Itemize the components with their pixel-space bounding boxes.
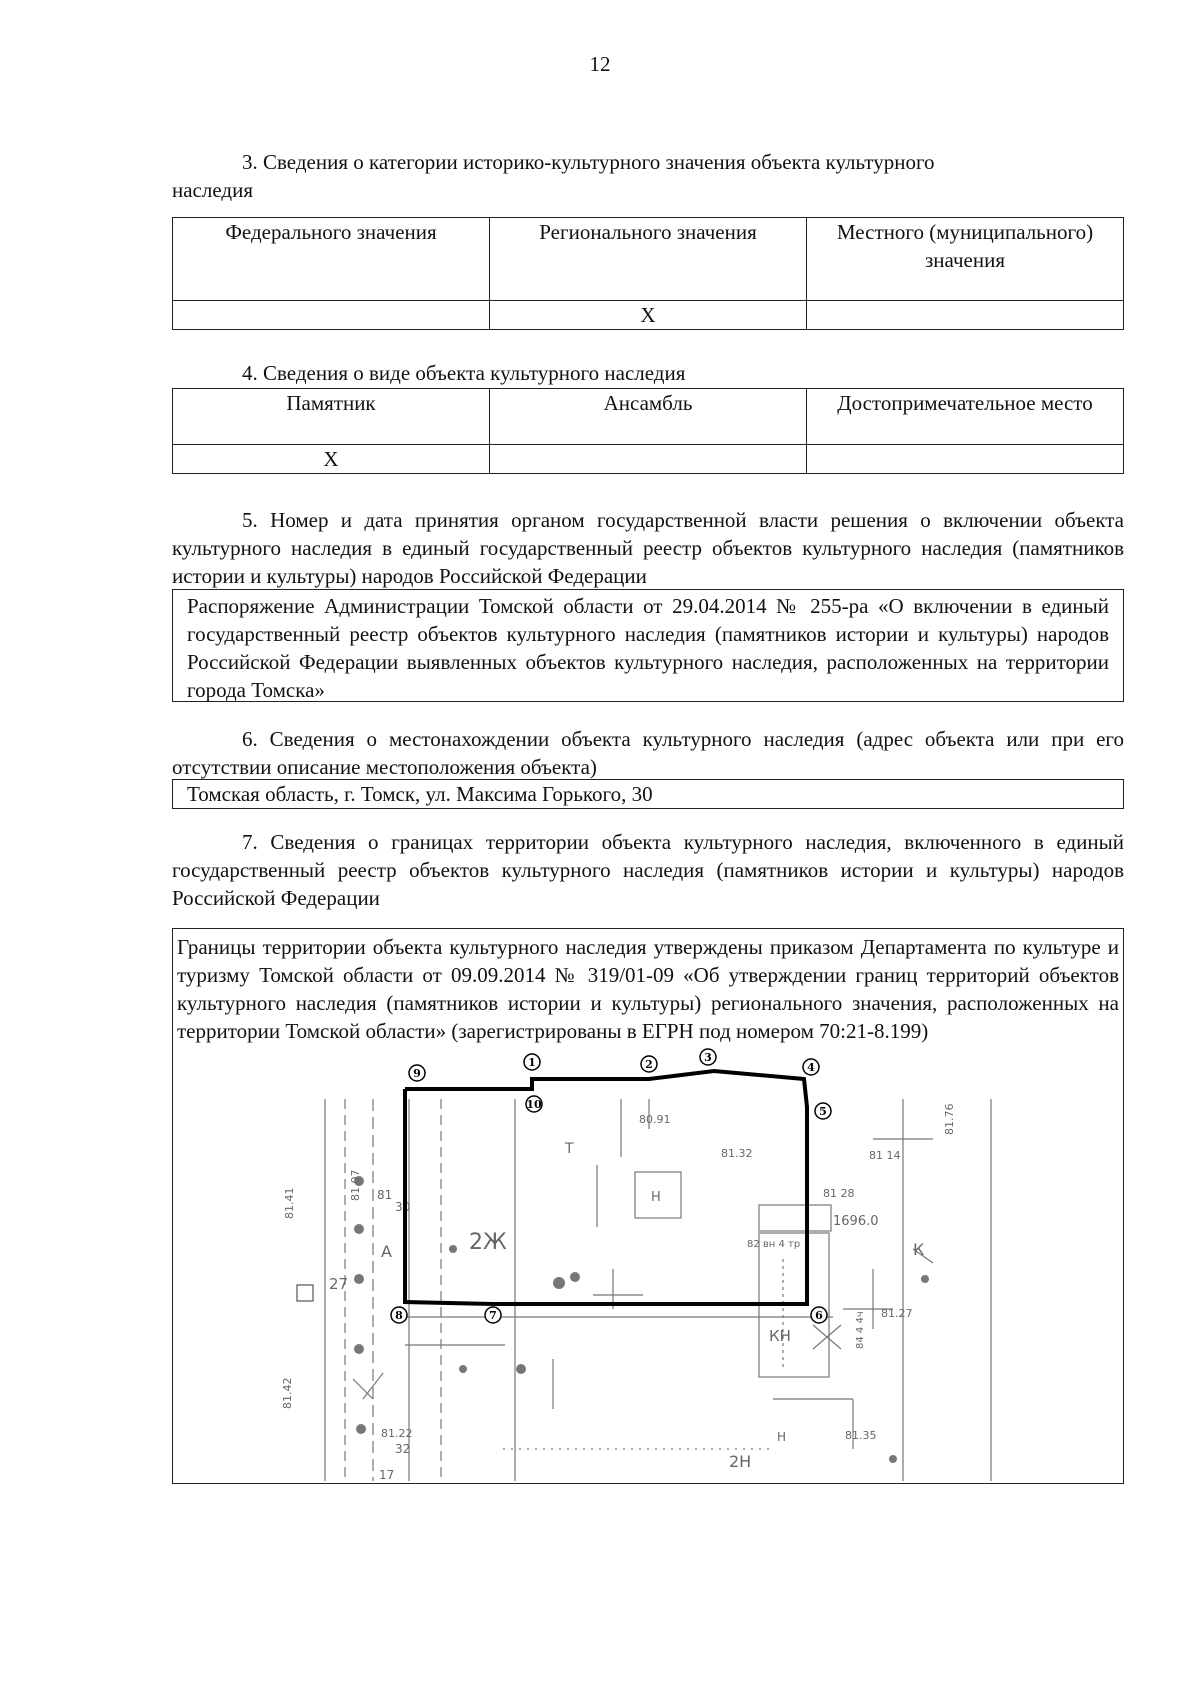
- point-3-marker: [700, 1049, 716, 1065]
- section-3-title-line2: наследия: [172, 178, 253, 202]
- point-10-marker: [526, 1096, 542, 1112]
- boundary-text: Границы территории объекта культурного наследия утверждены приказом Департамента по культуре и туризму Томской области от 09.09.2014 № 319/01-09 «Об утверждении границ территорий объектов культурного наследия (памятников истории и культуры) регионального значения, расположенных на территории Томской области» (зарегистрированы в ЕГРН под номером 70:21-8.199): [177, 935, 1119, 1043]
- svg-text:81.35: 81.35: [845, 1429, 877, 1442]
- svg-text:Н: Н: [777, 1430, 787, 1444]
- section-7-title: [172, 828, 1124, 912]
- svg-text:81.22: 81.22: [381, 1427, 413, 1440]
- svg-text:81.07: 81.07: [349, 1169, 362, 1201]
- map-labels: [281, 1104, 956, 1483]
- svg-text:2Ж: 2Ж: [469, 1230, 507, 1255]
- svg-text:КН: КН: [769, 1327, 791, 1345]
- svg-text:К: К: [913, 1240, 925, 1259]
- type-header-ensemble: Ансамбль: [490, 389, 807, 445]
- point-8-marker: [391, 1307, 407, 1323]
- section-5-title: [172, 506, 1124, 590]
- category-header-local: Местного (муниципального) значения: [807, 218, 1124, 301]
- svg-text:81.42: 81.42: [281, 1377, 294, 1409]
- svg-text:1696.0: 1696.0: [833, 1214, 879, 1229]
- svg-text:17: 17: [379, 1468, 395, 1482]
- svg-text:81.76: 81.76: [943, 1103, 956, 1135]
- section-6-title: [172, 725, 1124, 781]
- section-4-title: [172, 359, 1124, 387]
- address-box: [172, 779, 1124, 809]
- svg-text:5: 5: [819, 1105, 827, 1118]
- section-7-title-text: 7. Сведения о границах территории объекта культурного наследия, включенного в единый государственный реестр объектов культурного наследия (памятников истории и культуры) народов Российской Федерации: [172, 830, 1124, 910]
- type-table: [172, 388, 1124, 474]
- point-5-marker: [815, 1103, 831, 1119]
- category-header-regional: Регионального значения: [490, 218, 807, 301]
- category-value-local: [807, 301, 1124, 330]
- category-header-federal: Федерального значения: [173, 218, 490, 301]
- section-3-title-line1: 3. Сведения о категории историко-культурного значения объекта культурного: [242, 150, 935, 174]
- svg-text:80.91: 80.91: [639, 1113, 671, 1126]
- svg-text:81: 81: [377, 1188, 393, 1202]
- svg-text:81 14: 81 14: [869, 1149, 901, 1162]
- svg-text:27: 27: [329, 1275, 349, 1293]
- svg-text:30: 30: [395, 1200, 411, 1214]
- boundary-outline-lower: [405, 1089, 809, 1304]
- registry-decision-text: Распоряжение Администрации Томской области от 29.04.2014 № 255-ра «О включении в единый государственный реестр объектов культурного наследия (памятников истории и культуры) народов Российской Федерации выявленных объектов культурного наследия, расположенных на территории города Томска»: [187, 594, 1109, 702]
- point-4-marker: [803, 1059, 819, 1075]
- svg-text:2Н: 2Н: [729, 1452, 752, 1471]
- point-9-marker: [409, 1065, 425, 1081]
- registry-decision-box: [172, 589, 1124, 702]
- section-6-title-text: 6. Сведения о местонахождении объекта культурного наследия (адрес объекта или при его отсутствии описание местоположения объекта): [172, 727, 1124, 779]
- page-number: 12: [589, 52, 611, 76]
- type-value-ensemble: [490, 445, 807, 474]
- type-value-landmark: [807, 445, 1124, 474]
- svg-text:9: 9: [413, 1067, 421, 1080]
- svg-text:Н: Н: [651, 1190, 661, 1205]
- type-value-monument: Х: [173, 445, 490, 474]
- svg-text:84 4 4ч: 84 4 4ч: [855, 1311, 866, 1349]
- svg-text:7: 7: [489, 1309, 497, 1322]
- svg-text:2: 2: [645, 1058, 653, 1071]
- boundary-outline: [405, 1071, 809, 1304]
- category-table: [172, 217, 1124, 330]
- svg-text:82 вн 4 тр: 82 вн 4 тр: [747, 1239, 801, 1250]
- svg-text:10: 10: [526, 1098, 542, 1111]
- svg-text:6: 6: [815, 1309, 823, 1322]
- svg-text:81 28: 81 28: [823, 1187, 855, 1200]
- svg-text:32: 32: [395, 1442, 411, 1456]
- point-1-marker: [524, 1054, 540, 1070]
- svg-text:8: 8: [395, 1309, 403, 1322]
- svg-text:А: А: [381, 1242, 392, 1261]
- svg-text:81.27: 81.27: [881, 1307, 913, 1320]
- point-6-marker: [811, 1307, 827, 1323]
- category-value-regional: Х: [490, 301, 807, 330]
- boundary-map: [173, 929, 1125, 1485]
- svg-text:81.41: 81.41: [283, 1187, 296, 1219]
- type-header-monument: Памятник: [173, 389, 490, 445]
- category-value-federal: [173, 301, 490, 330]
- svg-text:4: 4: [807, 1061, 815, 1074]
- svg-text:81.32: 81.32: [721, 1147, 753, 1160]
- section-5-title-text: 5. Номер и дата принятия органом государственной власти решения о включении объекта культурного наследия в единый государственный реестр объектов культурного наследия (памятников истории и культуры) народов Российской Федерации: [172, 508, 1124, 588]
- address-text: Томская область, г. Томск, ул. Максима Горького, 30: [187, 782, 653, 806]
- svg-text:Т: Т: [565, 1141, 574, 1157]
- point-2-marker: [641, 1056, 657, 1072]
- svg-text:3: 3: [704, 1051, 712, 1064]
- section-3-title: [172, 148, 1124, 204]
- point-7-marker: [485, 1307, 501, 1323]
- type-header-landmark: Достопримечательное место: [807, 389, 1124, 445]
- svg-text:1: 1: [528, 1056, 536, 1069]
- section-4-title-text: 4. Сведения о виде объекта культурного наследия: [242, 361, 686, 385]
- boundary-box: [172, 928, 1124, 1484]
